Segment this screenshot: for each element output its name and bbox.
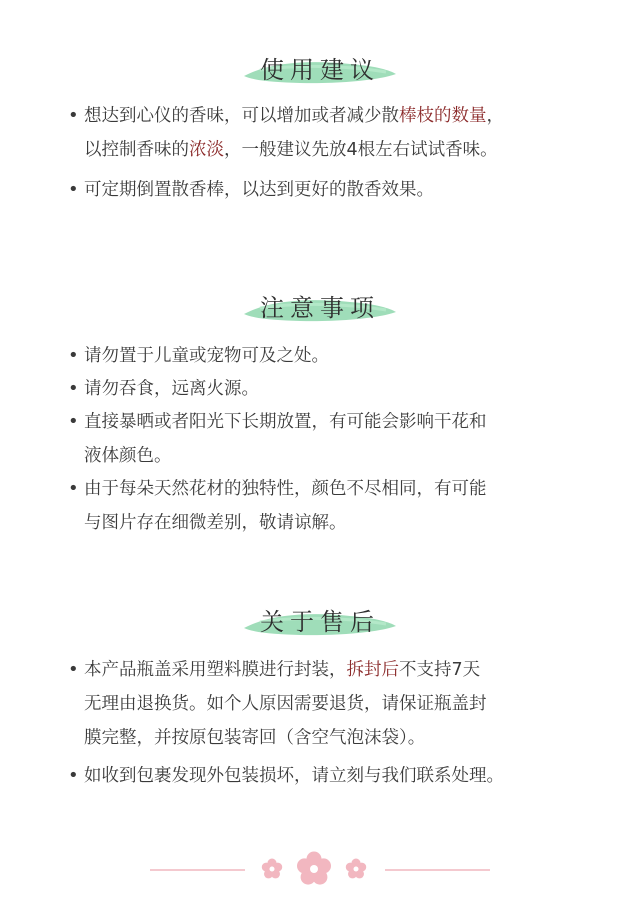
section-usage bbox=[0, 48, 640, 92]
item-line bbox=[84, 473, 487, 505]
flower-icon bbox=[297, 852, 331, 885]
section-precautions bbox=[0, 286, 640, 330]
bullet-icon: • bbox=[68, 345, 79, 366]
section-title: 关于售后 bbox=[260, 608, 380, 636]
text-segment: 以控制香味的 bbox=[84, 140, 189, 160]
item-line bbox=[84, 760, 504, 792]
item-line bbox=[84, 340, 329, 372]
highlight-text: 棒枝的数量 bbox=[399, 106, 487, 126]
section-title: 使用建议 bbox=[260, 56, 380, 84]
text-segment: 可定期倒置散香棒，以达到更好的散香效果。 bbox=[84, 180, 434, 200]
text-segment: 如收到包裹发现外包装损坏，请立刻与我们联系处理。 bbox=[84, 766, 504, 786]
text-segment: 想达到心仪的香味，可以增加或者减少散 bbox=[84, 106, 399, 126]
footer-flower-divider bbox=[0, 845, 640, 895]
text-segment: 由于每朵天然花材的独特性，颜色不尽相同，有可能 bbox=[84, 479, 487, 499]
item-line bbox=[84, 406, 487, 438]
text-segment: 直接暴晒或者阳光下长期放置，有可能会影响干花和 bbox=[84, 412, 487, 432]
item-line bbox=[84, 100, 504, 132]
text-segment: ， bbox=[486, 106, 504, 126]
item-line bbox=[84, 688, 487, 720]
bullet-icon: • bbox=[68, 765, 79, 786]
text-segment: 本产品瓶盖采用塑料膜进行封装， bbox=[84, 660, 347, 680]
bullet-icon: • bbox=[68, 411, 79, 432]
text-segment: ，一般建议先放4根左右试试香味。 bbox=[224, 140, 498, 160]
highlight-text: 浓淡 bbox=[189, 140, 224, 160]
section-heading bbox=[0, 48, 640, 92]
text-segment: 请勿吞食，远离火源。 bbox=[84, 379, 259, 399]
bullet-icon: • bbox=[68, 478, 79, 499]
text-segment: 无理由退换货。如个人原因需要退货，请保证瓶盖封 bbox=[84, 694, 487, 714]
item-line bbox=[84, 722, 425, 754]
section-title: 注意事项 bbox=[260, 294, 380, 322]
item-line bbox=[84, 654, 480, 686]
item-line bbox=[84, 134, 498, 166]
bullet-icon: • bbox=[68, 659, 79, 680]
text-segment: 液体颜色。 bbox=[84, 446, 172, 466]
item-line bbox=[84, 373, 259, 405]
highlight-text: 拆封后 bbox=[346, 660, 399, 680]
section-heading bbox=[0, 286, 640, 330]
flower-icon bbox=[262, 859, 282, 879]
text-segment: 膜完整，并按原包装寄回（含空气泡沫袋）。 bbox=[84, 728, 426, 748]
text-segment: 不支持7天 bbox=[399, 660, 481, 680]
section-heading bbox=[0, 600, 640, 644]
flower-icon bbox=[346, 859, 366, 879]
item-line bbox=[84, 440, 172, 472]
bullet-icon: • bbox=[68, 378, 79, 399]
text-segment: 请勿置于儿童或宠物可及之处。 bbox=[84, 346, 329, 366]
item-line bbox=[84, 507, 347, 539]
bullet-icon: • bbox=[68, 179, 79, 200]
item-line bbox=[84, 174, 434, 206]
bullet-icon: • bbox=[68, 105, 79, 126]
text-segment: 与图片存在细微差别，敬请谅解。 bbox=[84, 513, 347, 533]
section-after-sales bbox=[0, 600, 640, 644]
